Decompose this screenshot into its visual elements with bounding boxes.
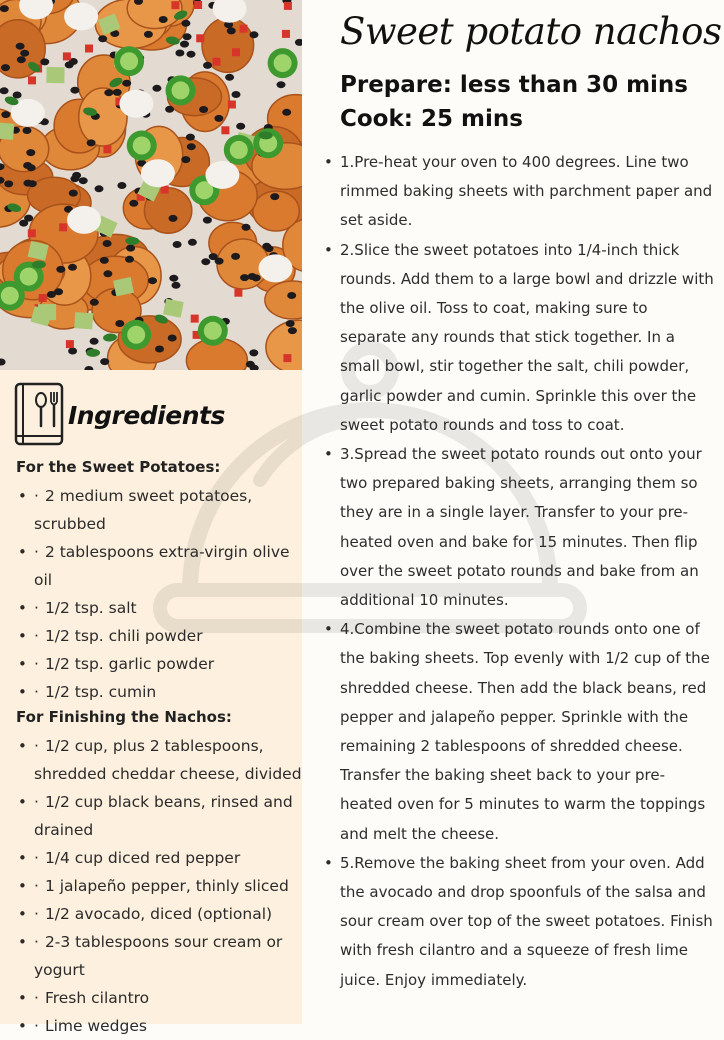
middle-dot-icon: ·	[34, 599, 39, 617]
finishing-list	[16, 732, 306, 1040]
sweet-potatoes-section-title: For the Sweet Potatoes:	[16, 458, 221, 476]
instruction-step: • 5.Remove the baking sheet from your oven. Add the avocado and drop spoonfuls of the salsa and sour cream over top of the sweet potatoes. Finish with fresh cilantro and a squeeze of fresh lime juice. Enjoy immediately.	[322, 849, 714, 995]
middle-dot-icon: ·	[34, 683, 39, 701]
finishing-ingredient-item-text: 1/2 cup, plus 2 tablespoons, shredded cheddar cheese, divided	[34, 737, 302, 783]
sweet-potato-ingredient-item-text: 1/2 tsp. garlic powder	[44, 655, 215, 673]
middle-dot-icon: ·	[34, 849, 39, 867]
sweet-potato-ingredient-item-text: 2 medium sweet potatoes, scrubbed	[34, 487, 253, 533]
prepare-time: Prepare: less than 30 mins	[340, 72, 688, 98]
sweet-potato-ingredient-item-text: 1/2 tsp. chili powder	[44, 627, 203, 645]
middle-dot-icon: ·	[34, 1017, 39, 1035]
sweet-potato-ingredient-item	[16, 538, 306, 594]
finishing-section-title: For Finishing the Nachos:	[16, 708, 232, 726]
middle-dot-icon: ·	[34, 737, 39, 755]
finishing-ingredient-item-text: 1/4 cup diced red pepper	[44, 849, 241, 867]
instruction-step: • 3.Spread the sweet potato rounds out onto your two prepared baking sheets, arranging them so they are in a single layer. Transfer to your pre-heated oven and bake for 15 minutes. Then flip over the sweet potato rounds and bake from an additional 10 minutes.	[322, 440, 714, 615]
cookbook-icon	[14, 382, 66, 448]
finishing-ingredient-item	[16, 732, 306, 788]
finishing-ingredient-item	[16, 984, 306, 1012]
finishing-ingredient-item-text: Fresh cilantro	[44, 989, 150, 1007]
middle-dot-icon: ·	[34, 905, 39, 923]
finishing-ingredient-item-text: 1 jalapeño pepper, thinly sliced	[44, 877, 289, 895]
ingredients-list-block	[16, 456, 306, 1040]
middle-dot-icon: ·	[34, 989, 39, 1007]
finishing-ingredient-item-text: 2-3 tablespoons sour cream or yogurt	[34, 933, 283, 979]
instruction-step: • 2.Slice the sweet potatoes into 1/4-inch thick rounds. Add them to a large bowl and drizzle with the olive oil. Toss to coat, making sure to separate any rounds that stick together. In a small bowl, stir together the salt, chili powder, garlic powder and cumin. Sprinkle this over the sweet potato rounds and toss to coat.	[322, 236, 714, 440]
finishing-ingredient-item	[16, 844, 306, 872]
finishing-ingredient-item	[16, 1012, 306, 1040]
middle-dot-icon: ·	[34, 877, 39, 895]
sweet-potato-ingredient-item-text: 2 tablespoons extra-virgin olive oil	[34, 543, 290, 589]
middle-dot-icon: ·	[34, 655, 39, 673]
sweet-potato-ingredient-item	[16, 482, 306, 538]
instruction-step: • 1.Pre-heat your oven to 400 degrees. Line two rimmed baking sheets with parchment paper and set aside.	[322, 148, 714, 236]
sweet-potato-ingredient-item	[16, 622, 306, 650]
instructions-list	[322, 148, 714, 995]
finishing-ingredient-item	[16, 788, 306, 844]
middle-dot-icon: ·	[34, 487, 39, 505]
sweet-potato-ingredient-item-text: 1/2 tsp. salt	[44, 599, 137, 617]
sweet-potato-ingredient-item	[16, 678, 306, 706]
recipe-title: Sweet potato nachos	[340, 10, 722, 53]
ingredients-header	[14, 382, 225, 448]
middle-dot-icon: ·	[34, 933, 39, 951]
finishing-ingredient-item-text: 1/2 avocado, diced (optional)	[44, 905, 273, 923]
sweet-potato-ingredient-item	[16, 650, 306, 678]
sweet-potato-ingredient-item	[16, 594, 306, 622]
sweet-potatoes-list	[16, 482, 306, 706]
finishing-ingredient-item-text: Lime wedges	[44, 1017, 147, 1035]
middle-dot-icon: ·	[34, 627, 39, 645]
finishing-ingredient-item-text: 1/2 cup black beans, rinsed and drained	[34, 793, 293, 839]
instruction-step: • 4.Combine the sweet potato rounds onto one of the baking sheets. Top evenly with 1/2 cup of the shredded cheese. Then add the black beans, red pepper and jalapeño pepper. Sprinkle with the remaining 2 tablespoons of shredded cheese. Transfer the baking sheet back to your pre-heated oven for 5 minutes to warm the toppings and melt the cheese.	[322, 615, 714, 849]
ingredients-heading: Ingredients	[68, 400, 225, 430]
sweet-potato-ingredient-item-text: 1/2 tsp. cumin	[44, 683, 157, 701]
finishing-ingredient-item	[16, 928, 306, 984]
finishing-ingredient-item	[16, 872, 306, 900]
middle-dot-icon: ·	[34, 543, 39, 561]
cook-time: Cook: 25 mins	[340, 106, 523, 132]
middle-dot-icon: ·	[34, 793, 39, 811]
nachos-photo	[0, 0, 302, 370]
finishing-ingredient-item	[16, 900, 306, 928]
